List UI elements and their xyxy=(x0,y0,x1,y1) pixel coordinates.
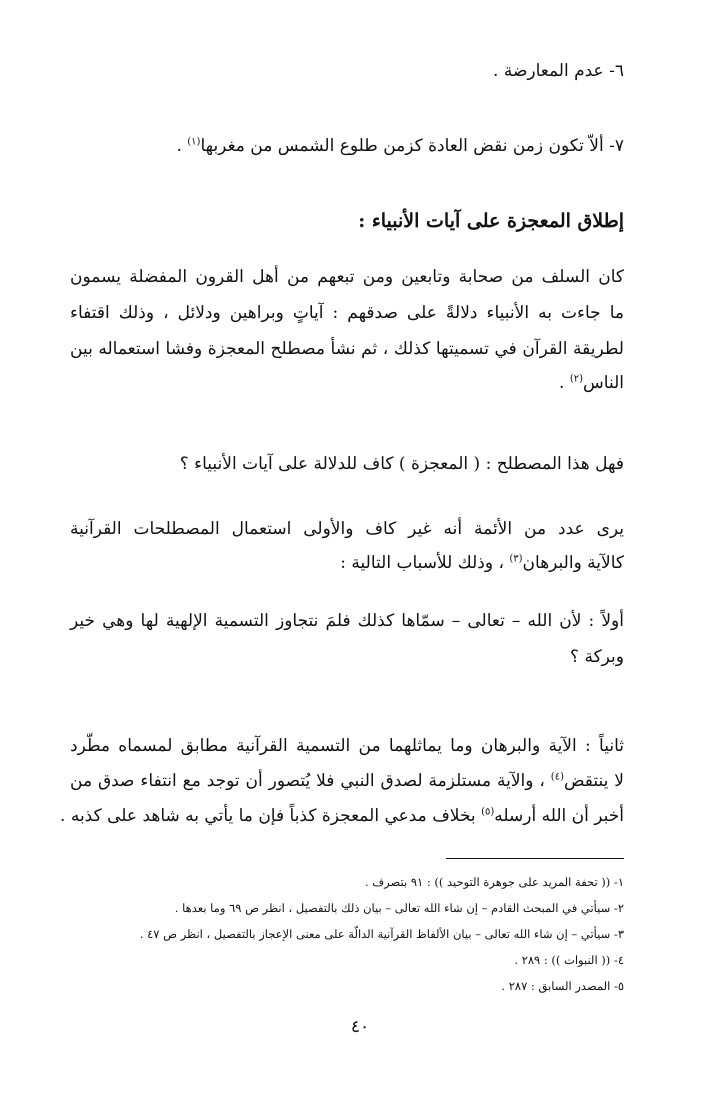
paragraph-text: لا ينتقض xyxy=(563,771,624,791)
paragraph-text: بخلاف مدعي المعجزة كذباً فإن ما يأتي به شاهد على كذبه . xyxy=(60,806,482,826)
list-item-6 xyxy=(70,56,624,86)
paragraph-1-line-4 xyxy=(70,368,624,398)
footnote-2: ٢- سيأتي في المبحث القادم – إن شاء الله تعالى – بيان ذلك بالتفصيل ، انظر ص ٦٩ وما بعدها . xyxy=(174,901,624,915)
footnote-1: ١- (( تحفة المريد على جوهرة التوحيد )) : ٩١ بتصرف . xyxy=(364,875,624,889)
reason-first-line-1: أولاً : لأن الله – تعالى – سمّاها كذلك فلمَ نتجاوز التسمية الإلهية لها وهي خير xyxy=(70,611,624,631)
paragraph-text: كالآية والبرهان xyxy=(522,553,624,573)
list-item-text: ٧- ألاّ تكون زمن نقض العادة كزمن طلوع الشمس من مغربها xyxy=(200,136,624,156)
footnote-ref-5[interactable]: (٥) xyxy=(481,806,495,818)
question-line: فهل هذا المصطلح : ( المعجزة ) كاف للدلالة على آيات الأنبياء ؟ xyxy=(179,454,624,474)
footnote-4: ٤- (( النبوات )) : ٢٨٩ . xyxy=(514,953,624,967)
reason-second-line-2 xyxy=(70,766,624,796)
paragraph-text: ، والآية مستلزمة لصدق النبي فلا يُتصور أن توجد مع انتفاء صدق من xyxy=(70,771,551,791)
footnote-ref-1[interactable]: (١) xyxy=(187,136,201,148)
section-heading: إطلاق المعجزة على آيات الأنبياء : xyxy=(358,210,624,232)
reason-first-line-2: وبركة ؟ xyxy=(570,647,624,667)
list-item-text: ٦- عدم المعارضة . xyxy=(493,61,624,81)
paragraph-end: . xyxy=(559,373,570,393)
page-number: ٤٠ xyxy=(350,1017,370,1037)
paragraph-text: الناس xyxy=(583,373,624,393)
paragraph-1-line-1: كان السلف من صحابة وتابعين ومن تبعهم من أهل القرون المفضلة يسمون xyxy=(70,267,624,287)
footnote-divider xyxy=(446,858,624,859)
footnote-3: ٣- سيأتي – إن شاء الله تعالى – بيان الألفاظ القرآنية الدالّة على معنى الإعجاز بالتفصيل ، انظر ص ٤٧ . xyxy=(139,927,624,941)
paragraph-text: ، وذلك للأسباب التالية : xyxy=(340,553,510,573)
paragraph-2-line-2 xyxy=(70,548,624,578)
list-item-end: . xyxy=(176,136,188,156)
footnote-ref-3[interactable]: (٣) xyxy=(509,553,523,565)
paragraph-1-line-3: لطريقة القرآن في تسميتها كذلك ، ثم نشأ مصطلح المعجزة وفشا استعماله بين xyxy=(70,339,624,359)
reason-second-line-3 xyxy=(60,801,624,831)
footnote-5: ٥- المصدر السابق : ٢٨٧ . xyxy=(501,979,624,993)
paragraph-text: أخبر أن الله أرسله xyxy=(494,806,624,826)
footnote-ref-2[interactable]: (٢) xyxy=(569,373,584,385)
footnote-ref-4[interactable]: (٤) xyxy=(550,771,564,783)
reason-second-line-1: ثانياً : الآية والبرهان وما يماثلهما من التسمية القرآنية مطابق لمسماه مطّرد xyxy=(70,736,624,756)
paragraph-2-line-1: يرى عدد من الأئمة أنه غير كاف والأولى استعمال المصطلحات القرآنية xyxy=(70,519,624,539)
paragraph-1-line-2: ما جاءت به الأنبياء دلالةً على صدقهم : آياتٍ وبراهين ودلائل ، وذلك اقتفاء xyxy=(70,303,624,323)
list-item-7 xyxy=(70,131,624,161)
